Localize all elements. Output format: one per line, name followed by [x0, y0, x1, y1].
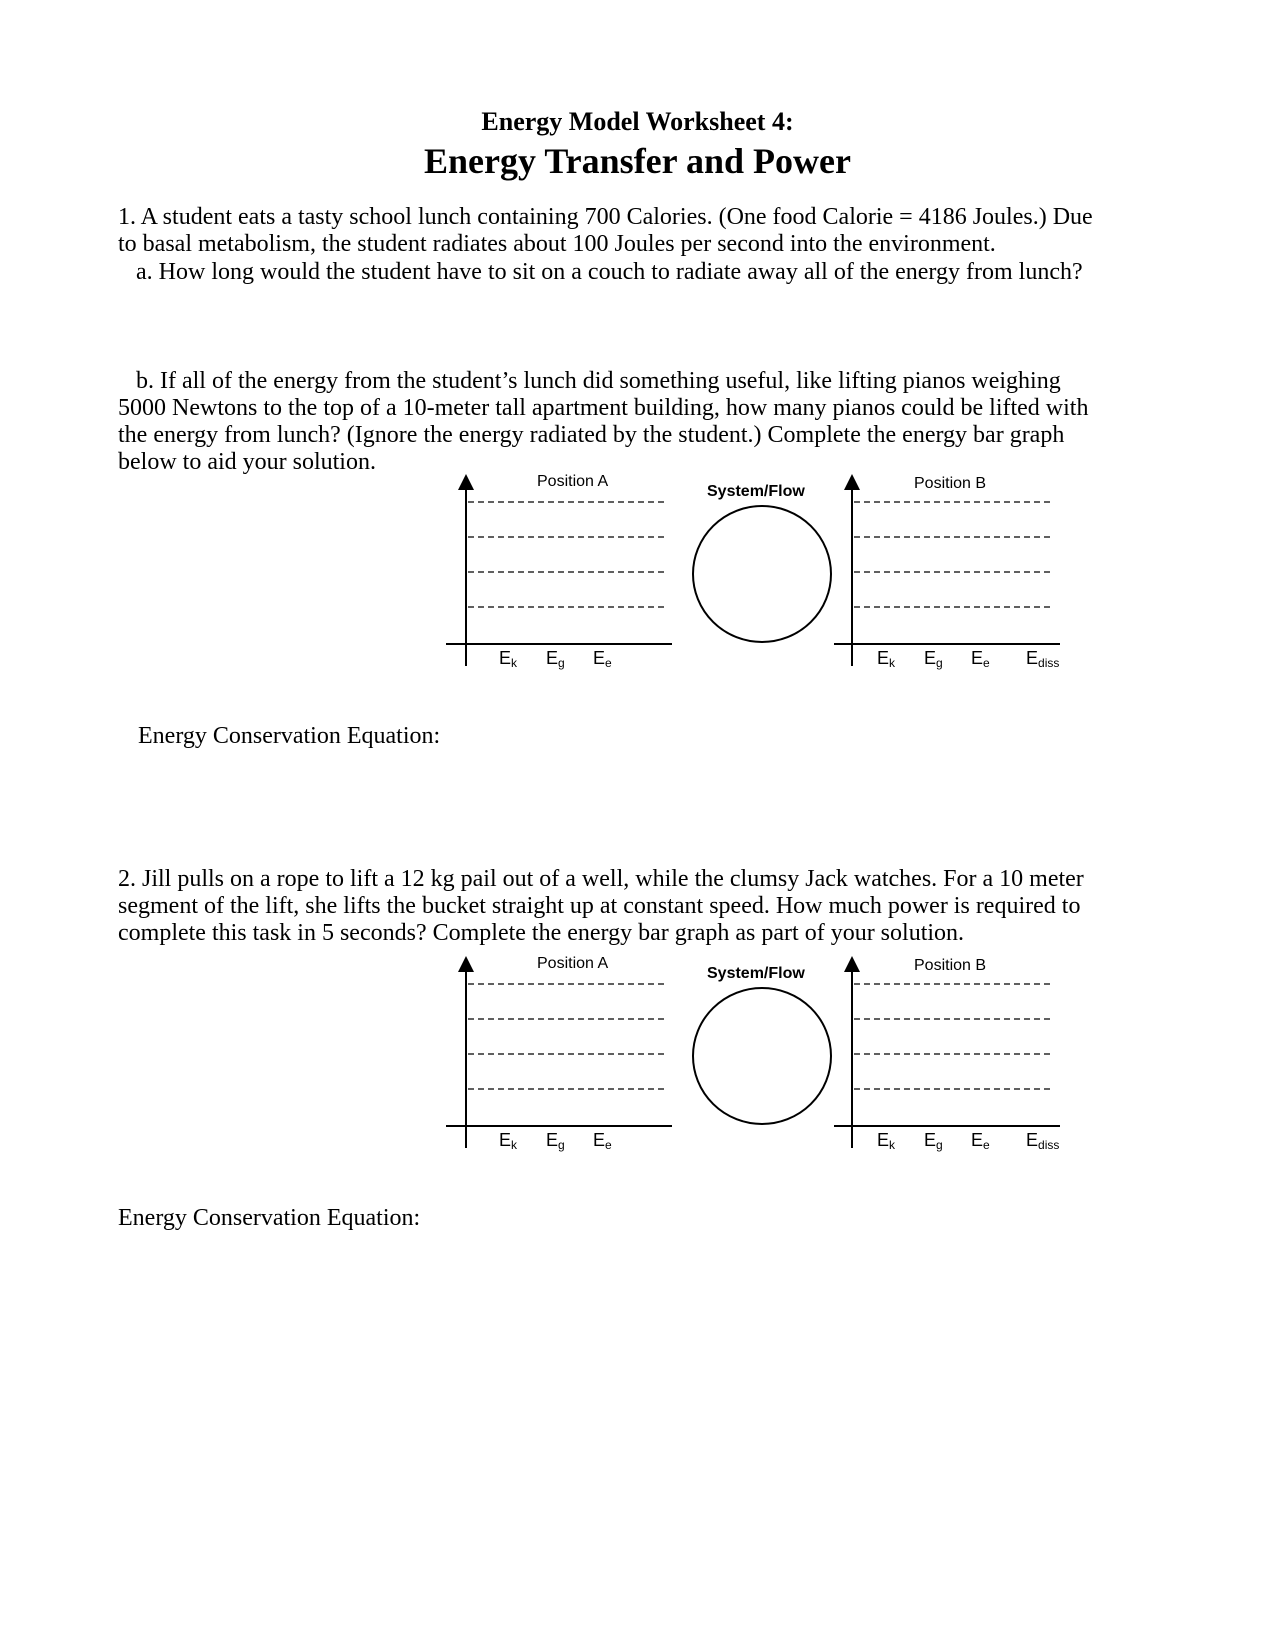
position-a-label: Position A	[537, 473, 609, 490]
system-flow-label: System/Flow	[707, 965, 805, 982]
eg-label-b: $E_g$	[924, 1130, 943, 1152]
energy-bar-graph-2	[0, 952, 1275, 1152]
ek-label-a: $E_k$	[499, 1130, 518, 1152]
ee-label-a: $E_e$	[593, 648, 612, 670]
ediss-label-b: $E_{diss}$	[1026, 648, 1060, 670]
q1-equation-label: Energy Conservation Equation:	[138, 723, 441, 749]
ek-label-b: $E_k$	[877, 1130, 896, 1152]
q1-line-1: 1. A student eats a tasty school lunch containing 700 Calories. (One food Calorie = 4186 Joules.) Due	[118, 204, 1093, 230]
eg-label-a: $E_g$	[546, 648, 565, 670]
q1-part-b-line-1: b. If all of the energy from the student’s lunch did something useful, like lifting pianos weighing	[136, 368, 1061, 394]
q1-part-a: a. How long would the student have to sit on a couch to radiate away all of the energy from lunch?	[136, 259, 1083, 285]
position-a-label: Position A	[537, 955, 609, 972]
q2-equation-label: Energy Conservation Equation:	[118, 1205, 421, 1231]
q1-part-b-line-4: below to aid your solution.	[118, 449, 376, 475]
ek-label-b: $E_k$	[877, 648, 896, 670]
q1-part-b-line-2: 5000 Newtons to the top of a 10-meter tall apartment building, how many pianos could be lifted with	[118, 395, 1089, 421]
ediss-label-b: $E_{diss}$	[1026, 1130, 1060, 1152]
eg-label-b: $E_g$	[924, 648, 943, 670]
q2-line-2: segment of the lift, she lifts the bucket straight up at constant speed. How much power is required to	[118, 893, 1081, 919]
q2-line-1: 2. Jill pulls on a rope to lift a 12 kg pail out of a well, while the clumsy Jack watches. For a 10 meter	[118, 866, 1084, 892]
q2-line-3: complete this task in 5 seconds? Complete the energy bar graph as part of your solution.	[118, 920, 965, 946]
energy-bar-graph-1-lines	[0, 470, 1275, 670]
ee-label-b: $E_e$	[971, 648, 990, 670]
q1-part-b-line-3: the energy from lunch? (Ignore the energy radiated by the student.) Complete the energy bar graph	[118, 422, 1065, 448]
position-b-label: Position B	[914, 475, 987, 492]
q1-line-2: to basal metabolism, the student radiates about 100 Joules per second into the environment.	[118, 231, 996, 257]
position-b-label: Position B	[914, 957, 987, 974]
ee-label-b: $E_e$	[971, 1130, 990, 1152]
worksheet-title: Energy Transfer and Power	[424, 141, 851, 181]
eg-label-a: $E_g$	[546, 1130, 565, 1152]
energy-bar-graph-2-lines	[0, 952, 1275, 1152]
energy-bar-graph-1	[0, 470, 1275, 670]
worksheet-subtitle: Energy Model Worksheet 4:	[481, 107, 794, 136]
ee-label-a: $E_e$	[593, 1130, 612, 1152]
system-flow-label: System/Flow	[707, 483, 805, 500]
ek-label-a: $E_k$	[499, 648, 518, 670]
